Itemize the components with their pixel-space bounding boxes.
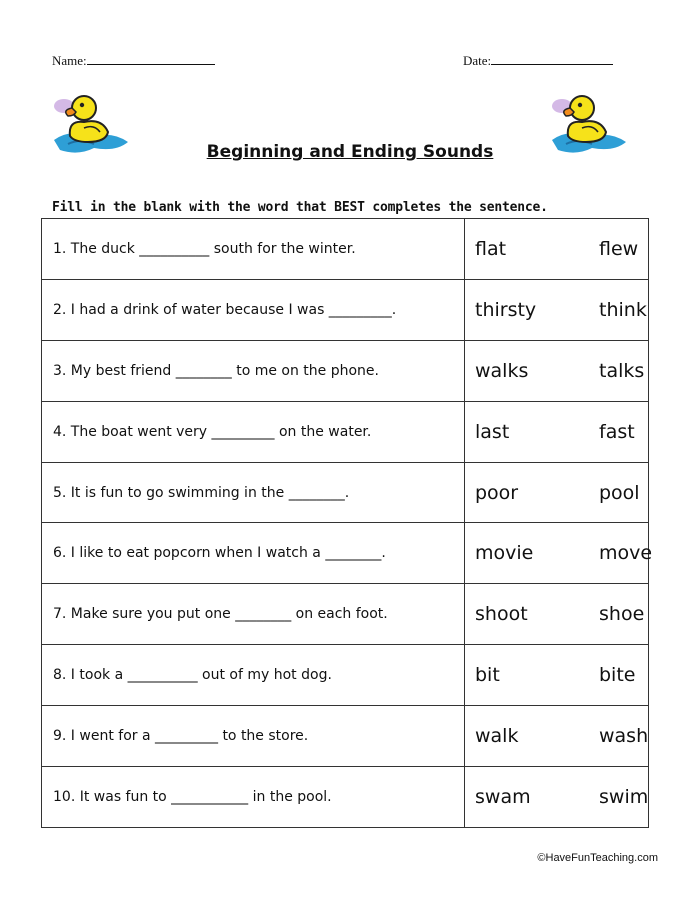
answer-choices xyxy=(465,401,649,462)
question-row-8 xyxy=(42,645,649,706)
instructions: Fill in the blank with the word that BEST completes the sentence. xyxy=(52,200,548,215)
question-row-5 xyxy=(42,462,649,523)
answer-option-b[interactable]: think xyxy=(599,298,647,321)
name-label: Name: xyxy=(52,53,87,68)
answer-option-b[interactable]: fast xyxy=(599,420,635,443)
answer-option-a[interactable]: flat xyxy=(475,237,507,260)
answer-option-a[interactable]: thirsty xyxy=(475,298,537,321)
answer-option-b[interactable]: flew xyxy=(599,237,639,260)
name-field[interactable] xyxy=(52,52,215,69)
answer-option-b[interactable]: pool xyxy=(599,481,640,504)
question-row-10 xyxy=(42,767,649,828)
answer-option-a[interactable]: walk xyxy=(475,725,519,748)
answer-option-a[interactable]: shoot xyxy=(475,603,528,626)
question-table xyxy=(41,218,653,828)
answer-option-b[interactable]: bite xyxy=(599,664,636,687)
question-row-4 xyxy=(42,401,649,462)
date-blank-line[interactable] xyxy=(491,52,613,65)
answer-choices xyxy=(465,340,649,401)
date-field[interactable] xyxy=(463,52,613,69)
answer-choices xyxy=(465,767,649,828)
question-sentence: 4. The boat went very _________ on the water. xyxy=(42,401,465,462)
answer-choices xyxy=(465,219,649,280)
answer-option-b[interactable]: move xyxy=(599,542,653,565)
copyright-footer: ©HaveFunTeaching.com xyxy=(537,852,658,864)
question-sentence: 1. The duck __________ south for the winter. xyxy=(42,219,465,280)
question-row-1 xyxy=(42,219,649,280)
question-row-9 xyxy=(42,706,649,767)
answer-choices xyxy=(465,523,653,584)
question-sentence: 2. I had a drink of water because I was _________. xyxy=(42,279,465,340)
answer-option-a[interactable]: bit xyxy=(475,664,500,687)
question-row-2 xyxy=(42,279,649,340)
answer-option-a[interactable]: movie xyxy=(475,542,534,565)
answer-option-b[interactable]: shoe xyxy=(599,603,645,626)
answer-option-b[interactable]: wash xyxy=(599,725,649,748)
page-title: Beginning and Ending Sounds xyxy=(206,142,494,162)
question-row-7 xyxy=(42,584,649,645)
answer-choices xyxy=(465,584,649,645)
question-sentence: 9. I went for a _________ to the store. xyxy=(42,706,465,767)
question-row-3 xyxy=(42,340,649,401)
date-label: Date: xyxy=(463,53,492,68)
question-sentence: 7. Make sure you put one ________ on each foot. xyxy=(42,584,465,645)
question-sentence: 6. I like to eat popcorn when I watch a ________. xyxy=(42,523,465,584)
answer-option-a[interactable]: poor xyxy=(475,481,519,504)
answer-option-b[interactable]: swim xyxy=(599,785,649,808)
name-blank-line[interactable] xyxy=(87,52,215,65)
answer-choices xyxy=(465,645,649,706)
answer-choices xyxy=(465,462,649,523)
answer-choices xyxy=(465,706,649,767)
answer-choices xyxy=(465,279,649,340)
question-sentence: 3. My best friend ________ to me on the phone. xyxy=(42,340,465,401)
question-sentence: 5. It is fun to go swimming in the ________. xyxy=(42,462,465,523)
answer-option-a[interactable]: last xyxy=(475,420,510,443)
answer-option-b[interactable]: talks xyxy=(599,359,645,382)
question-sentence: 8. I took a __________ out of my hot dog. xyxy=(42,645,465,706)
answer-option-a[interactable]: walks xyxy=(475,359,529,382)
answer-option-a[interactable]: swam xyxy=(475,785,531,808)
question-sentence: 10. It was fun to ___________ in the pool. xyxy=(42,767,465,828)
question-row-6 xyxy=(42,523,649,584)
